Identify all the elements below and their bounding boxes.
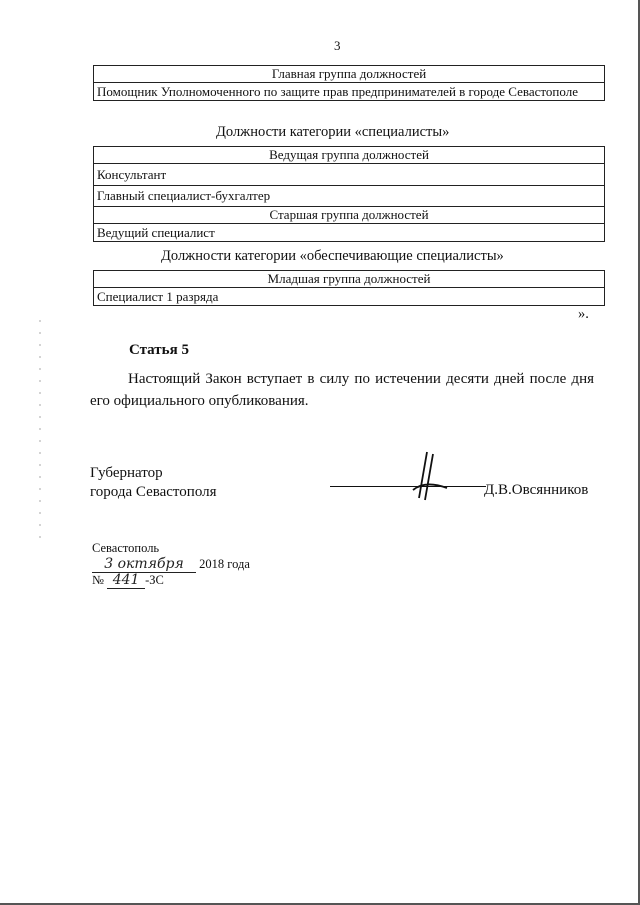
signatory-title	[90, 464, 217, 502]
table-header: Старшая группа должностей	[94, 207, 605, 224]
positions-table-specialists	[93, 146, 605, 242]
category-heading-specialists: Должности категории «специалисты»	[216, 124, 450, 140]
article-text: Настоящий Закон вступает в силу по истечении десяти дней после дня его официального опубликования.	[90, 371, 594, 409]
positions-table-support	[93, 270, 605, 306]
table-row: Ведущий специалист	[94, 224, 605, 242]
handwritten-signature	[405, 450, 455, 502]
footer-year: 2018 года	[199, 557, 250, 571]
table-header: Младшая группа должностей	[94, 271, 605, 288]
table-row: Главный специалист-бухгалтер	[94, 186, 605, 207]
closing-quote: ».	[578, 306, 589, 322]
scan-margin-marks	[38, 320, 42, 540]
signatory-title-line1: Губернатор	[90, 465, 163, 481]
table-row: Помощник Уполномоченного по защите прав предпринимателей в городе Севастополе	[94, 83, 605, 101]
footer-date	[92, 556, 250, 573]
footer-city: Севастополь	[92, 541, 160, 555]
page-number: 3	[334, 38, 341, 53]
table-row: Специалист 1 разряда	[94, 288, 605, 306]
number-prefix: №	[92, 573, 104, 587]
signatory-name: Д.В.Овсянников	[484, 482, 589, 498]
category-heading-support: Должности категории «обеспечивающие специалисты»	[161, 248, 504, 264]
footer-number	[92, 572, 164, 589]
table-row: Консультант	[94, 164, 605, 186]
positions-table-main-group	[93, 65, 605, 101]
handwritten-date: 3 октября	[92, 556, 196, 573]
article-title: Статья 5	[129, 342, 189, 358]
table-header: Главная группа должностей	[94, 66, 605, 83]
table-header: Ведущая группа должностей	[94, 147, 605, 164]
number-suffix: -ЗС	[145, 573, 164, 587]
signatory-title-line2: города Севастополя	[90, 484, 217, 500]
handwritten-number: 441	[107, 572, 145, 589]
